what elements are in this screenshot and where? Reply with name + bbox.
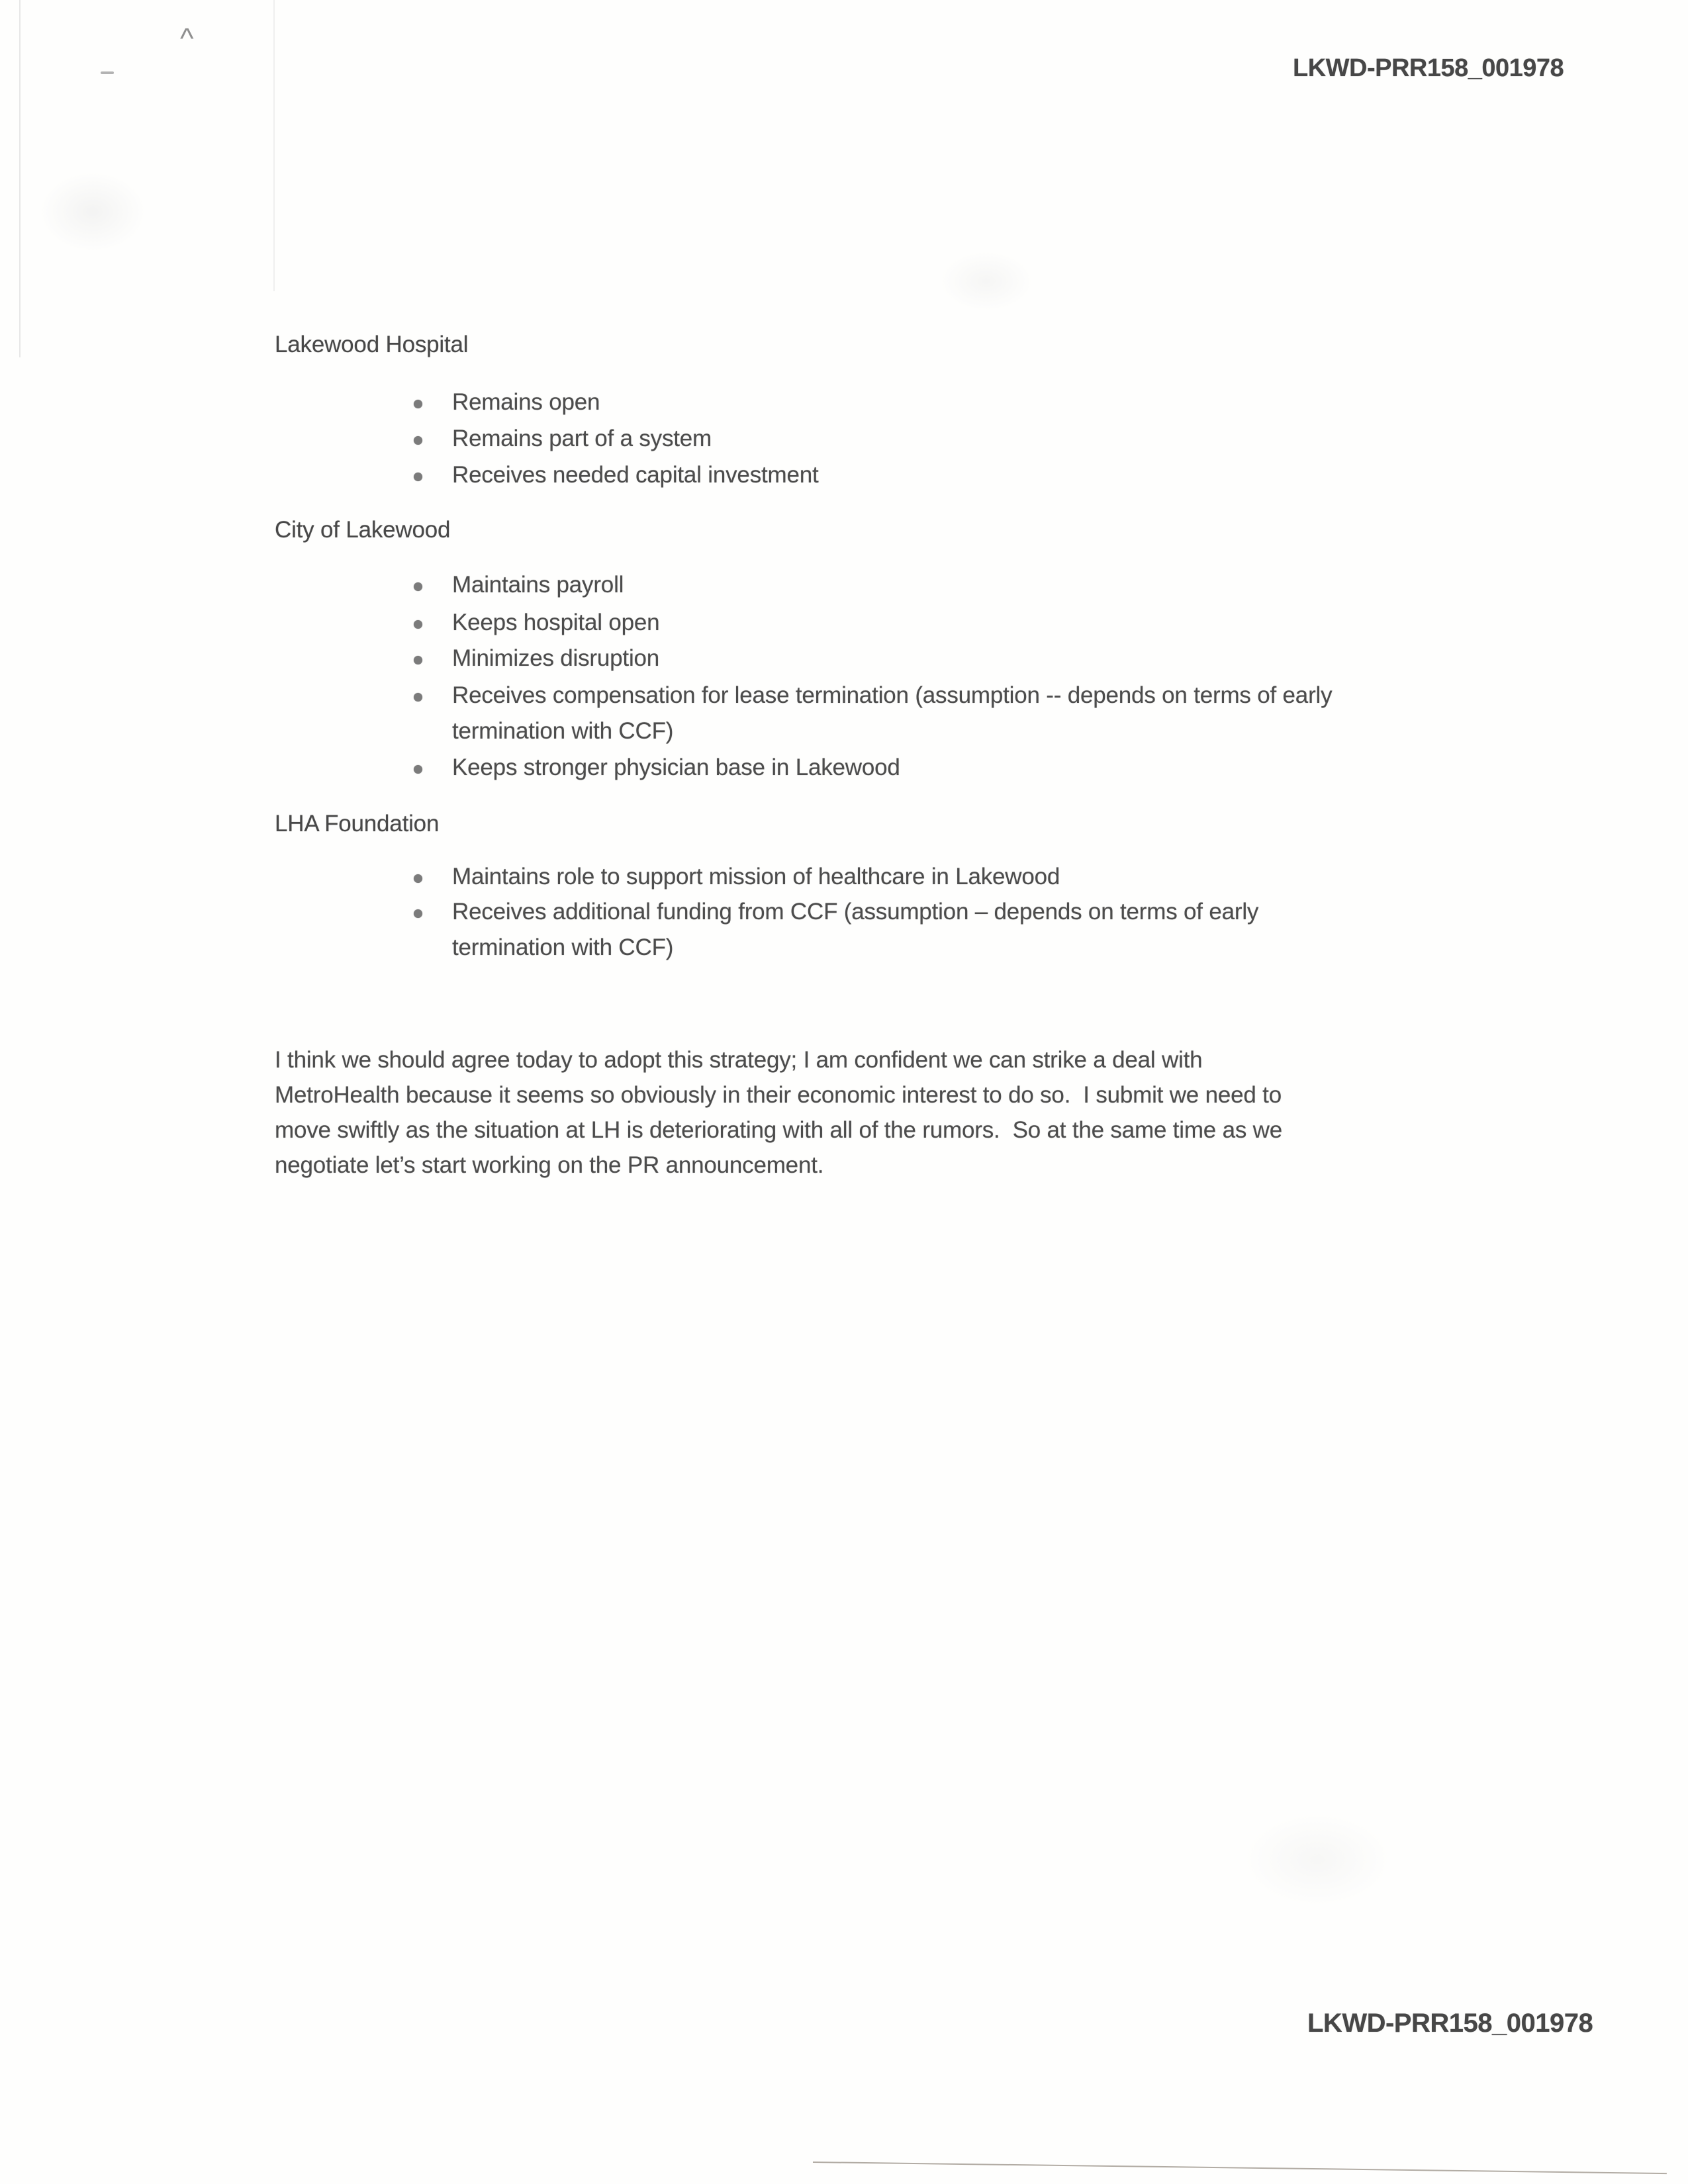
bullet-text: Maintains role to support mission of healthcare in Lakewood [452, 864, 1060, 889]
scan-edge-line [19, 0, 21, 357]
scan-smudge [40, 172, 146, 251]
paragraph-line: MetroHealth because it seems so obviously in their economic interest to do so. I submit we need to [275, 1082, 1282, 1108]
bullet-icon [414, 473, 422, 481]
bullet-icon [414, 765, 422, 774]
scan-edge-line [273, 0, 275, 291]
section-heading-lha-foundation: LHA Foundation [275, 811, 440, 837]
paragraph-line: negotiate let’s start working on the PR announcement. [275, 1152, 824, 1178]
bullet-item [414, 457, 819, 494]
scan-smudge [1244, 1813, 1390, 1906]
scan-bottom-line [813, 2161, 1667, 2174]
section-heading-city-of-lakewood: City of Lakewood [275, 517, 451, 543]
bullet-text: Receives needed capital investment [452, 462, 819, 488]
bullet-item [414, 893, 1258, 931]
bullet-text: Remains open [452, 389, 600, 415]
stray-caret-mark: ^ [180, 23, 194, 55]
section-heading-lakewood-hospital: Lakewood Hospital [275, 332, 469, 357]
bullet-item [414, 604, 659, 641]
bullet-text-wrap: termination with CCF) [452, 934, 674, 960]
bullet-text: Minimizes disruption [452, 645, 660, 671]
bullet-item [414, 749, 900, 786]
bullet-item [414, 640, 659, 677]
bullet-icon [414, 693, 422, 702]
scan-smudge [940, 251, 1033, 311]
bullet-icon [414, 620, 422, 629]
bullet-text: Receives additional funding from CCF (assumption – depends on terms of early [452, 899, 1259, 925]
bates-number-header: LKWD-PRR158_001978 [1293, 54, 1564, 82]
bullet-icon [414, 436, 422, 445]
bullet-icon [414, 656, 422, 664]
bullet-text: Receives compensation for lease termination (assumption -- depends on terms of early [452, 682, 1333, 708]
bullet-text: Keeps stronger physician base in Lakewood [452, 754, 900, 780]
bullet-icon [414, 874, 422, 883]
bullet-icon [414, 909, 422, 918]
bullet-item [414, 677, 1332, 714]
bullet-text: Maintains payroll [452, 572, 624, 598]
paragraph-line: I think we should agree today to adopt this strategy; I am confident we can strike a deal with [275, 1047, 1203, 1073]
bullet-item [414, 567, 624, 604]
bullet-item [414, 858, 1060, 895]
bullet-item [414, 420, 712, 457]
bullet-item [414, 384, 600, 421]
stray-dash-mark [101, 71, 114, 74]
bullet-text: Remains part of a system [452, 426, 712, 451]
bates-number-footer: LKWD-PRR158_001978 [1307, 2009, 1593, 2038]
bullet-text-wrap: termination with CCF) [452, 718, 674, 744]
bullet-text: Keeps hospital open [452, 610, 660, 635]
paragraph-line: move swiftly as the situation at LH is deteriorating with all of the rumors. So at the same time as we [275, 1117, 1283, 1143]
bullet-icon [414, 400, 422, 408]
bullet-icon [414, 582, 422, 591]
